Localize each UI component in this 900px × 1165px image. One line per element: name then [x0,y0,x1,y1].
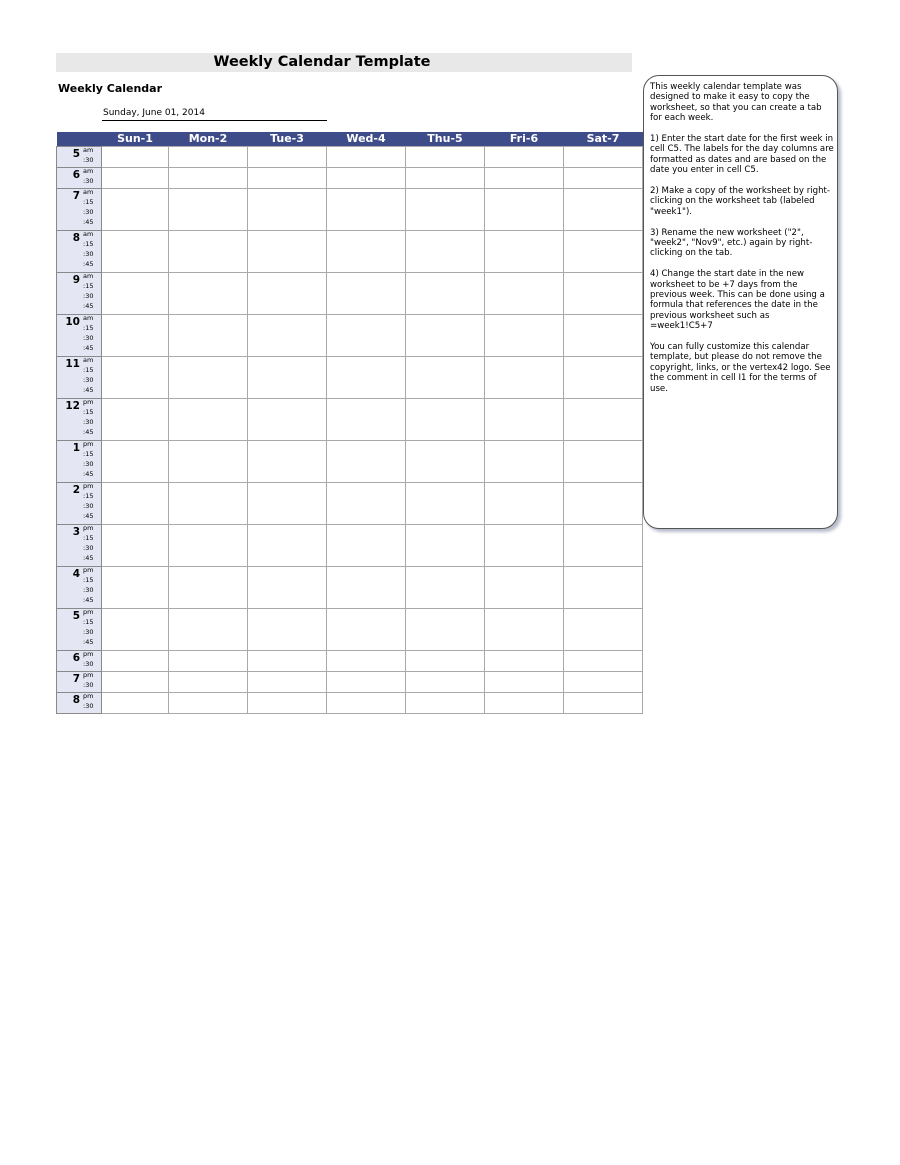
day-slot-cell[interactable] [485,189,564,231]
hour-label: 12 [65,400,80,412]
hour-label: 8 [72,232,80,244]
day-slot-cell[interactable] [406,672,485,693]
day-slot-cell[interactable] [485,315,564,357]
time-label-cell [57,672,102,693]
minute-label: :45 [83,638,94,647]
time-label-cell [57,147,102,168]
ampm-label: am [83,188,94,196]
day-slot-cell[interactable] [248,693,327,714]
page-title: Weekly Calendar Template [213,54,431,70]
day-slot-cell[interactable] [102,273,169,315]
time-label-cell [57,315,102,357]
day-slot-cell[interactable] [327,609,406,651]
day-slot-cell[interactable] [248,273,327,315]
day-slot-cell[interactable] [169,231,248,273]
day-slot-cell[interactable] [248,168,327,189]
day-slot-cell[interactable] [564,357,643,399]
hour-label: 6 [72,169,80,181]
time-label-cell [57,651,102,672]
day-slot-cell[interactable] [485,441,564,483]
time-label-cell [57,525,102,567]
minute-label: :15 [83,324,94,332]
minute-label: :30 [83,376,94,385]
day-slot-cell[interactable] [248,231,327,273]
day-slot-cell[interactable] [406,357,485,399]
day-slot-cell[interactable] [169,567,248,609]
minute-label: :15 [83,576,94,584]
minute-label: :30 [83,681,94,689]
day-slot-cell[interactable] [102,483,169,525]
time-slot-row [57,651,643,672]
day-slot-cell[interactable] [327,147,406,168]
day-slot-cell[interactable] [169,189,248,231]
day-slot-cell[interactable] [327,315,406,357]
day-slot-cell[interactable] [564,189,643,231]
day-slot-cell[interactable] [248,399,327,441]
time-slot-row [57,567,643,609]
ampm-label: pm [83,482,94,490]
time-label-cell [57,231,102,273]
minute-label: :15 [83,282,94,290]
ampm-label: am [83,272,94,280]
time-slot-row [57,357,643,399]
hour-label: 2 [72,484,80,496]
minute-label: :45 [83,218,94,227]
time-label-cell [57,567,102,609]
time-slot-row [57,168,643,189]
minute-label: :30 [83,544,94,553]
day-slot-cell[interactable] [102,315,169,357]
day-slot-cell[interactable] [248,441,327,483]
day-slot-cell[interactable] [564,399,643,441]
day-slot-cell[interactable] [406,399,485,441]
day-slot-cell[interactable] [406,693,485,714]
day-slot-cell[interactable] [406,567,485,609]
day-slot-cell[interactable] [102,399,169,441]
day-slot-cell[interactable] [169,483,248,525]
day-slot-cell[interactable] [248,672,327,693]
minute-label: :15 [83,618,94,626]
day-slot-cell[interactable] [564,567,643,609]
day-slot-cell[interactable] [406,651,485,672]
day-slot-cell[interactable] [102,357,169,399]
day-header: Sat-7 [564,132,643,147]
day-slot-cell[interactable] [248,483,327,525]
day-slot-cell[interactable] [102,189,169,231]
time-label-cell [57,441,102,483]
day-slot-cell[interactable] [248,525,327,567]
instruction-paragraph: 3) Rename the new worksheet ("2", "week2", "Nov9", etc.) again by right-clicking on the tab. [650,227,813,259]
day-header: Sun-1 [102,132,169,147]
day-slot-cell[interactable] [485,567,564,609]
day-slot-cell[interactable] [102,672,169,693]
time-slot-row [57,189,643,231]
minute-label: :30 [83,208,94,217]
minute-label: :30 [83,250,94,259]
time-label-cell [57,189,102,231]
hour-label: 6 [72,652,80,664]
minute-label: :45 [83,470,94,479]
day-slot-cell[interactable] [406,609,485,651]
minute-label: :45 [83,302,94,311]
day-slot-cell[interactable] [169,399,248,441]
day-slot-cell[interactable] [406,315,485,357]
minute-label: :30 [83,502,94,511]
minute-label: :30 [83,334,94,343]
day-slot-cell[interactable] [169,525,248,567]
ampm-label: am [83,314,94,322]
ampm-label: am [83,230,94,238]
day-slot-cell[interactable] [169,147,248,168]
day-slot-cell[interactable] [564,651,643,672]
minute-label: :45 [83,512,94,521]
ampm-label: am [83,146,94,154]
ampm-label: am [83,167,94,175]
minute-label: :30 [83,660,94,668]
minute-label: :15 [83,492,94,500]
ampm-label: pm [83,650,94,658]
weekly-calendar-grid [56,132,643,714]
minute-label: :45 [83,260,94,269]
hour-label: 5 [72,610,80,622]
day-slot-cell[interactable] [564,273,643,315]
day-slot-cell[interactable] [248,147,327,168]
day-slot-cell[interactable] [248,609,327,651]
day-slot-cell[interactable] [406,168,485,189]
day-slot-cell[interactable] [406,147,485,168]
time-slot-row [57,399,643,441]
day-slot-cell[interactable] [327,483,406,525]
day-slot-cell[interactable] [102,441,169,483]
minute-label: :45 [83,386,94,395]
ampm-label: pm [83,608,94,616]
day-slot-cell[interactable] [327,168,406,189]
instruction-paragraph: 4) Change the start date in the new worksheet to be +7 days from the previous week. This can be done using a formula that references the date in the previous worksheet such as =week1!C5+7 [650,269,825,332]
day-slot-cell[interactable] [169,315,248,357]
minute-label: :45 [83,596,94,605]
day-slot-cell[interactable] [102,693,169,714]
day-slot-cell[interactable] [102,147,169,168]
hour-label: 10 [65,316,80,328]
day-slot-cell[interactable] [169,357,248,399]
start-date-field[interactable] [102,107,327,121]
hour-label: 1 [72,442,80,454]
day-slot-cell[interactable] [485,399,564,441]
time-label-cell [57,357,102,399]
day-header: Wed-4 [327,132,406,147]
day-slot-cell[interactable] [485,273,564,315]
day-header: Tue-3 [248,132,327,147]
day-slot-cell[interactable] [564,147,643,168]
day-slot-cell[interactable] [102,231,169,273]
hour-label: 7 [72,673,80,685]
start-date-value: Sunday, June 01, 2014 [103,108,205,118]
day-header: Mon-2 [169,132,248,147]
day-slot-cell[interactable] [102,609,169,651]
hour-label: 5 [72,148,80,160]
day-slot-cell[interactable] [102,567,169,609]
day-slot-cell[interactable] [564,231,643,273]
day-slot-cell[interactable] [406,273,485,315]
day-slot-cell[interactable] [169,441,248,483]
ampm-label: pm [83,440,94,448]
day-slot-cell[interactable] [327,399,406,441]
day-slot-cell[interactable] [327,525,406,567]
day-slot-cell[interactable] [327,651,406,672]
time-slot-row [57,441,643,483]
day-slot-cell[interactable] [406,483,485,525]
day-slot-cell[interactable] [564,168,643,189]
time-header-corner [57,132,102,147]
day-slot-cell[interactable] [169,273,248,315]
day-slot-cell[interactable] [248,315,327,357]
time-slot-row [57,609,643,651]
day-slot-cell[interactable] [102,168,169,189]
ampm-label: pm [83,398,94,406]
minute-label: :30 [83,177,94,185]
minute-label: :15 [83,198,94,206]
day-slot-cell[interactable] [169,651,248,672]
day-slot-cell[interactable] [327,672,406,693]
minute-label: :15 [83,366,94,374]
day-slot-cell[interactable] [564,693,643,714]
day-slot-cell[interactable] [485,693,564,714]
day-slot-cell[interactable] [564,315,643,357]
minute-label: :45 [83,428,94,437]
hour-label: 8 [72,694,80,706]
time-slot-row [57,483,643,525]
day-slot-cell[interactable] [406,441,485,483]
ampm-label: pm [83,566,94,574]
day-header: Fri-6 [485,132,564,147]
day-slot-cell[interactable] [564,672,643,693]
time-slot-row [57,273,643,315]
hour-label: 3 [72,526,80,538]
hour-label: 7 [72,190,80,202]
calendar-subtitle: Weekly Calendar [58,82,163,95]
day-slot-cell[interactable] [327,273,406,315]
day-slot-cell[interactable] [485,357,564,399]
day-slot-cell[interactable] [485,483,564,525]
hour-label: 4 [72,568,80,580]
day-slot-cell[interactable] [485,231,564,273]
minute-label: :15 [83,534,94,542]
day-slot-cell[interactable] [485,672,564,693]
time-label-cell [57,609,102,651]
hour-label: 9 [72,274,80,286]
hour-label: 11 [65,358,80,370]
day-header: Thu-5 [406,132,485,147]
ampm-label: pm [83,524,94,532]
ampm-label: pm [83,671,94,679]
time-label-cell [57,273,102,315]
day-slot-cell[interactable] [169,168,248,189]
time-label-cell [57,399,102,441]
day-slot-cell[interactable] [248,189,327,231]
day-slot-cell[interactable] [564,441,643,483]
time-slot-row [57,231,643,273]
day-slot-cell[interactable] [169,672,248,693]
minute-label: :30 [83,702,94,710]
day-slot-cell[interactable] [327,231,406,273]
time-slot-row [57,525,643,567]
day-slot-cell[interactable] [327,693,406,714]
day-slot-cell[interactable] [564,525,643,567]
instructions-note [643,75,838,529]
time-slot-row [57,693,643,714]
minute-label: :30 [83,628,94,637]
instruction-paragraph: You can fully customize this calendar template, but please do not remove the copyright, links, or the vertex42 logo. See the comment in cell I1 for the terms of use. [650,342,831,394]
instruction-paragraph: 2) Make a copy of the worksheet by right-clicking on the worksheet tab (labeled "week1"). [650,186,830,217]
minute-label: :45 [83,554,94,563]
day-slot-cell[interactable] [248,567,327,609]
day-slot-cell[interactable] [406,525,485,567]
minute-label: :15 [83,408,94,416]
day-slot-cell[interactable] [327,189,406,231]
day-slot-cell[interactable] [485,168,564,189]
day-slot-cell[interactable] [406,189,485,231]
minute-label: :30 [83,292,94,301]
ampm-label: am [83,356,94,364]
day-slot-cell[interactable] [327,357,406,399]
minute-label: :30 [83,418,94,427]
minute-label: :15 [83,450,94,458]
time-label-cell [57,168,102,189]
day-slot-cell[interactable] [248,357,327,399]
day-slot-cell[interactable] [102,651,169,672]
minute-label: :45 [83,344,94,353]
day-slot-cell[interactable] [564,609,643,651]
day-slot-cell[interactable] [248,651,327,672]
minute-label: :30 [83,586,94,595]
minute-label: :15 [83,240,94,248]
instruction-paragraph: This weekly calendar template was designed to make it easy to copy the worksheet, so that you can create a tab for each week. [650,82,822,124]
day-header-row [57,132,643,147]
day-slot-cell[interactable] [102,525,169,567]
day-slot-cell[interactable] [169,609,248,651]
minute-label: :30 [83,460,94,469]
day-slot-cell[interactable] [485,651,564,672]
day-slot-cell[interactable] [485,609,564,651]
instruction-paragraph: 1) Enter the start date for the first week in cell C5. The labels for the day columns are formatted as dates and are based on the date you enter in cell C5. [650,134,834,176]
time-label-cell [57,693,102,714]
day-slot-cell[interactable] [485,525,564,567]
day-slot-cell[interactable] [564,483,643,525]
ampm-label: pm [83,692,94,700]
minute-label: :30 [83,156,94,164]
day-slot-cell[interactable] [327,441,406,483]
day-slot-cell[interactable] [485,147,564,168]
time-slot-row [57,147,643,168]
time-slot-row [57,315,643,357]
day-slot-cell[interactable] [406,231,485,273]
day-slot-cell[interactable] [169,693,248,714]
time-label-cell [57,483,102,525]
day-slot-cell[interactable] [327,567,406,609]
time-slot-row [57,672,643,693]
